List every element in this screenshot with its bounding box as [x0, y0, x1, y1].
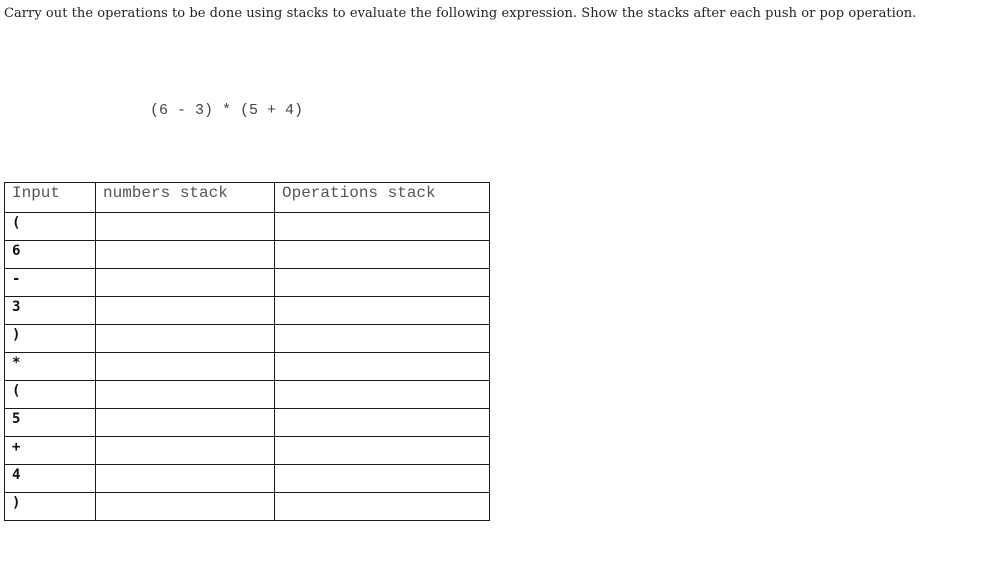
input-cell: *: [5, 353, 96, 381]
input-cell: 3: [5, 297, 96, 325]
table-row: [5, 213, 490, 241]
numbers-stack-cell[interactable]: [96, 437, 275, 465]
table-row: [5, 353, 490, 381]
numbers-stack-cell[interactable]: [96, 353, 275, 381]
numbers-stack-cell[interactable]: [96, 213, 275, 241]
operations-stack-cell[interactable]: [275, 381, 490, 409]
table-header-row: [5, 183, 490, 213]
numbers-stack-cell[interactable]: [96, 409, 275, 437]
input-cell: (: [5, 381, 96, 409]
operations-stack-cell[interactable]: [275, 437, 490, 465]
header-numbers-stack: numbers stack: [96, 183, 275, 213]
input-cell: ): [5, 325, 96, 353]
operations-stack-cell[interactable]: [275, 493, 490, 521]
table-row: [5, 269, 490, 297]
operations-stack-cell[interactable]: [275, 465, 490, 493]
table-row: [5, 381, 490, 409]
operations-stack-cell[interactable]: [275, 213, 490, 241]
numbers-stack-cell[interactable]: [96, 325, 275, 353]
input-cell: 5: [5, 409, 96, 437]
operations-stack-cell[interactable]: [275, 241, 490, 269]
table-row: [5, 297, 490, 325]
input-cell: (: [5, 213, 96, 241]
input-cell: -: [5, 269, 96, 297]
operations-stack-cell[interactable]: [275, 297, 490, 325]
table-row: [5, 241, 490, 269]
stack-table: [4, 182, 490, 521]
numbers-stack-cell[interactable]: [96, 241, 275, 269]
table-row: [5, 409, 490, 437]
expression: (6 - 3) * (5 + 4): [150, 102, 304, 119]
input-cell: +: [5, 437, 96, 465]
question-text: Carry out the operations to be done using stacks to evaluate the following expression. Show the stacks after each push or pop operation.: [4, 6, 917, 21]
operations-stack-cell[interactable]: [275, 269, 490, 297]
input-cell: 6: [5, 241, 96, 269]
table-row: [5, 325, 490, 353]
numbers-stack-cell[interactable]: [96, 381, 275, 409]
operations-stack-cell[interactable]: [275, 353, 490, 381]
numbers-stack-cell[interactable]: [96, 465, 275, 493]
numbers-stack-cell[interactable]: [96, 493, 275, 521]
header-input: Input: [5, 183, 96, 213]
numbers-stack-cell[interactable]: [96, 297, 275, 325]
header-operations-stack: Operations stack: [275, 183, 490, 213]
table-row: [5, 465, 490, 493]
operations-stack-cell[interactable]: [275, 325, 490, 353]
input-cell: ): [5, 493, 96, 521]
input-cell: 4: [5, 465, 96, 493]
table-row: [5, 493, 490, 521]
table-row: [5, 437, 490, 465]
operations-stack-cell[interactable]: [275, 409, 490, 437]
numbers-stack-cell[interactable]: [96, 269, 275, 297]
